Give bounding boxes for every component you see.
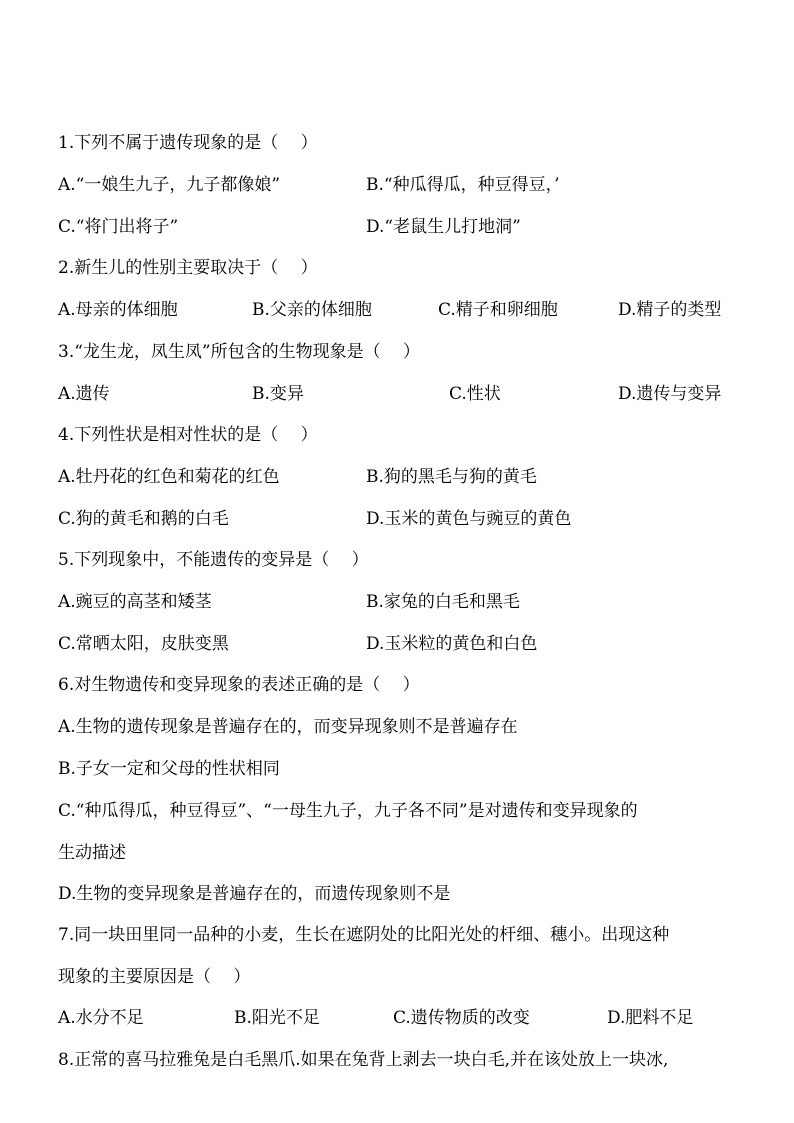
question-4-option-a: A.牡丹花的红色和菊花的红色 <box>58 467 280 487</box>
question-5-option-d: D.玉米粒的黄色和白色 <box>366 634 538 654</box>
question-2-option-a: A.母亲的体细胞 <box>58 300 178 320</box>
question-1-stem: 1.下列不属于遗传现象的是（ ） <box>58 133 318 153</box>
question-3-option-a: A.遗传 <box>58 384 110 404</box>
question-3-option-b: B.变异 <box>252 384 304 404</box>
question-7-option-d: D.肥料不足 <box>607 1008 694 1028</box>
question-6-option-b: B.子女一定和父母的性状相同 <box>58 759 280 779</box>
question-3-option-c: C.性状 <box>449 384 501 404</box>
question-1-option-a: A.“一娘生九子，九子都像娘” <box>58 175 281 195</box>
question-6-option-d: D.生物的变异现象是普遍存在的，而遗传现象则不是 <box>58 884 451 904</box>
question-7-option-a: A.水分不足 <box>58 1008 144 1028</box>
question-6-option-c-continued: 生动描述 <box>58 843 126 863</box>
question-6-option-a: A.生物的遗传现象是普遍存在的，而变异现象则不是普遍存在 <box>58 717 518 737</box>
question-7-option-b: B.阳光不足 <box>234 1008 320 1028</box>
question-3-option-d: D.遗传与变异 <box>618 384 722 404</box>
question-4-option-c: C.狗的黄毛和鹅的白毛 <box>58 509 229 529</box>
question-4-option-b: B.狗的黑毛与狗的黄毛 <box>366 467 537 487</box>
question-5-stem: 5.下列现象中，不能遗传的变异是（ ） <box>58 550 369 570</box>
question-5-option-a: A.豌豆的高茎和矮茎 <box>58 592 212 612</box>
question-7-option-c: C.遗传物质的改变 <box>393 1008 530 1028</box>
question-1-option-b: B.“种瓜得瓜，种豆得豆，’ <box>366 175 560 195</box>
question-7-stem: 7.同一块田里同一品种的小麦，生长在遮阴处的比阳光处的杆细、穗小。出现这种 <box>58 925 670 945</box>
question-2-option-d: D.精子的类型 <box>618 300 722 320</box>
question-1-option-d: D.“老鼠生儿打地洞” <box>366 217 521 237</box>
question-7-stem-continued: 现象的主要原因是（ ） <box>58 967 251 987</box>
question-6-stem: 6.对生物遗传和变异现象的表述正确的是（ ） <box>58 675 420 695</box>
question-2-option-c: C.精子和卵细胞 <box>438 300 558 320</box>
question-4-stem: 4.下列性状是相对性状的是（ ） <box>58 425 318 445</box>
question-1-option-c: C.“将门出将子” <box>58 217 179 237</box>
question-6-option-c: C.“种瓜得瓜，种豆得豆”、“一母生九子，九子各不同”是对遗传和变异现象的 <box>58 801 638 821</box>
question-2-option-b: B.父亲的体细胞 <box>252 300 372 320</box>
question-5-option-c: C.常晒太阳，皮肤变黑 <box>58 634 229 654</box>
question-8-stem: 8.正常的喜马拉雅兔是白毛黑爪.如果在兔背上剥去一块白毛,并在该处放上一块冰, <box>58 1050 669 1070</box>
question-4-option-d: D.玉米的黄色与豌豆的黄色 <box>366 509 572 529</box>
question-2-stem: 2.新生儿的性别主要取决于（ ） <box>58 258 318 278</box>
question-5-option-b: B.家兔的白毛和黑毛 <box>366 592 520 612</box>
question-3-stem: 3.“龙生龙，凤生凤”所包含的生物现象是（ ） <box>58 342 421 362</box>
